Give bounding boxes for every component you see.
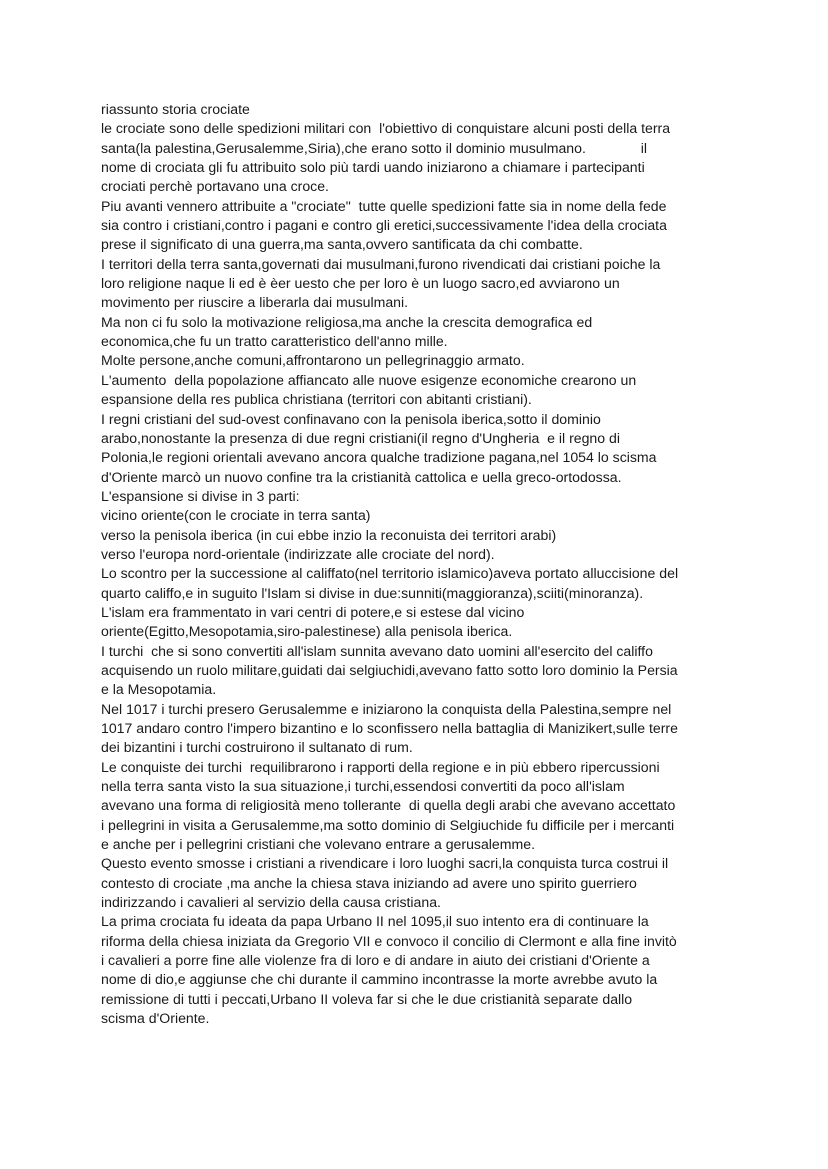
text-line: dei bizantini i turchi costruirono il sultanato di rum. <box>101 739 413 756</box>
text-line: riforma della chiesa iniziata da Gregorio VII e convoco il concilio di Clermont e alla fine invitò <box>101 932 677 949</box>
text-line: indirizzando i cavalieri al servizio della causa cristiana. <box>101 894 441 911</box>
text-line: d'Oriente marcò un nuovo confine tra la cristianità cattolica e uella greco-ortodossa. <box>101 468 622 485</box>
text-line: economica,che fu un tratto caratteristico dell'anno mille. <box>101 333 448 350</box>
text-line: i cavalieri a porre fine alle violenze fra di loro e di andare in aiuto dei cristiani d'Oriente a <box>101 952 650 969</box>
text-line: i pellegrini in visita a Gerusalemme,ma sotto dominio di Selgiuchide fu difficile per i mercanti <box>101 816 675 833</box>
text-line: oriente(Egitto,Mesopotamia,siro-palestinese) alla penisola iberica. <box>101 623 513 640</box>
text-line: L'aumento della popolazione affiancato alle nuove esigenze economiche crearono un <box>101 371 637 388</box>
text-line: verso la penisola iberica (in cui ebbe inzio la reconuista dei territori arabi) <box>101 526 557 543</box>
text-line: crociati perchè portavano una croce. <box>101 178 329 195</box>
document-title: riassunto storia crociate <box>101 101 250 117</box>
text-line: arabo,nonostante la presenza di due regni cristiani(il regno d'Ungheria e il regno di <box>101 429 620 446</box>
text-line: Questo evento smosse i cristiani a rivendicare i loro luoghi sacri,la conquista turca costrui il <box>101 855 669 872</box>
text-line: nome di dio,e aggiunse che chi durante il cammino incontrasse la morte avrebbe avuto la <box>101 971 658 988</box>
text-line: L'islam era frammentato in vari centri di potere,e si estese dal vicino <box>101 603 525 620</box>
text-line: remissione di tutti i peccati,Urbano II voleva far si che le due cristianità separate dallo <box>101 990 633 1007</box>
text-line: le crociate sono delle spedizioni militari con l'obiettivo di conquistare alcuni posti della terra <box>101 120 671 137</box>
text-line: movimento per riuscire a liberarla dai musulmani. <box>101 294 409 311</box>
text-line: loro religione naque li ed è èer uesto che per loro è un luogo sacro,ed avviarono un <box>101 275 620 292</box>
text-line: I territori della terra santa,governati dai musulmani,furono rivendicati dai cristiani poiche la <box>101 255 661 272</box>
text-line: Piu avanti vennero attribuite a "crociate" tutte quelle spedizioni fatte sia in nome della fede <box>101 197 667 214</box>
text-line: vicino oriente(con le crociate in terra santa) <box>101 507 371 524</box>
text-line: verso l'europa nord-orientale (indirizzate alle crociate del nord). <box>101 545 495 562</box>
text-line: La prima crociata fu ideata da papa Urbano II nel 1095,il suo intento era di continuare la <box>101 913 649 930</box>
text-line: e la Mesopotamia. <box>101 681 217 698</box>
text-line: nella terra santa visto la sua situazione,i turchi,essendosi convertiti da poco all'islam <box>101 778 625 795</box>
text-line: nome di crociata gli fu attribuito solo più tardi uando iniziarono a chiamare i partecipanti <box>101 159 645 176</box>
document-body <box>101 100 741 1029</box>
text-line: contesto di crociate ,ma anche la chiesa stava iniziando ad avere uno spirito guerriero <box>101 874 637 891</box>
text-line: Ma non ci fu solo la motivazione religiosa,ma anche la crescita demografica ed <box>101 313 593 330</box>
text-line: quarto califfo,e in suguito l'Islam si divise in due:sunniti(maggioranza),sciiti(minoranza). <box>101 584 644 601</box>
text-line: e anche per i pellegrini cristiani che volevano entrare a gerusalemme. <box>101 836 536 853</box>
text-line: Molte persone,anche comuni,affrontarono un pellegrinaggio armato. <box>101 352 525 369</box>
text-line: scisma d'Oriente. <box>101 1010 210 1027</box>
text-line: Polonia,le regioni orientali avevano ancora qualche tradizione pagana,nel 1054 lo scisma <box>101 449 657 466</box>
text-line: prese il significato di una guerra,ma santa,ovvero santificata da chi combatte. <box>101 236 583 253</box>
text-line: 1017 andaro contro l'impero bizantino e lo sconfissero nella battaglia di Manizikert,sulle terre <box>101 720 678 736</box>
text-line: I regni cristiani del sud-ovest confinavano con la penisola iberica,sotto il dominio <box>101 410 601 427</box>
text-line: Lo scontro per la successione al califfato(nel territorio islamico)aveva portato alluccisione del <box>101 565 679 582</box>
text-line: L'espansione si divise in 3 parti: <box>101 487 300 504</box>
text-line: acquisendo un ruolo militare,guidati dai selgiuchidi,avevano fatto sotto loro dominio la Persia <box>101 661 678 678</box>
text-line: Le conquiste dei turchi requilibrarono i rapporti della regione e in più ebbero ripercussioni <box>101 758 660 775</box>
text-line: santa(la palestina,Gerusalemme,Siria),che erano sotto il dominio musulmano. il <box>101 139 647 156</box>
text-line: Nel 1017 i turchi presero Gerusalemme e iniziarono la conquista della Palestina,sempre nel <box>101 700 672 717</box>
text-line: I turchi che si sono convertiti all'islam sunnita avevano dato uomini all'esercito del califfo <box>101 642 653 659</box>
text-line: espansione della res publica christiana (territori con abitanti cristiani). <box>101 391 532 408</box>
text-line: sia contro i cristiani,contro i pagani e contro gli eretici,successivamente l'idea della crociata <box>101 217 667 234</box>
text-line: avevano una forma di religiosità meno tollerante di quella degli arabi che avevano accettato <box>101 797 676 814</box>
